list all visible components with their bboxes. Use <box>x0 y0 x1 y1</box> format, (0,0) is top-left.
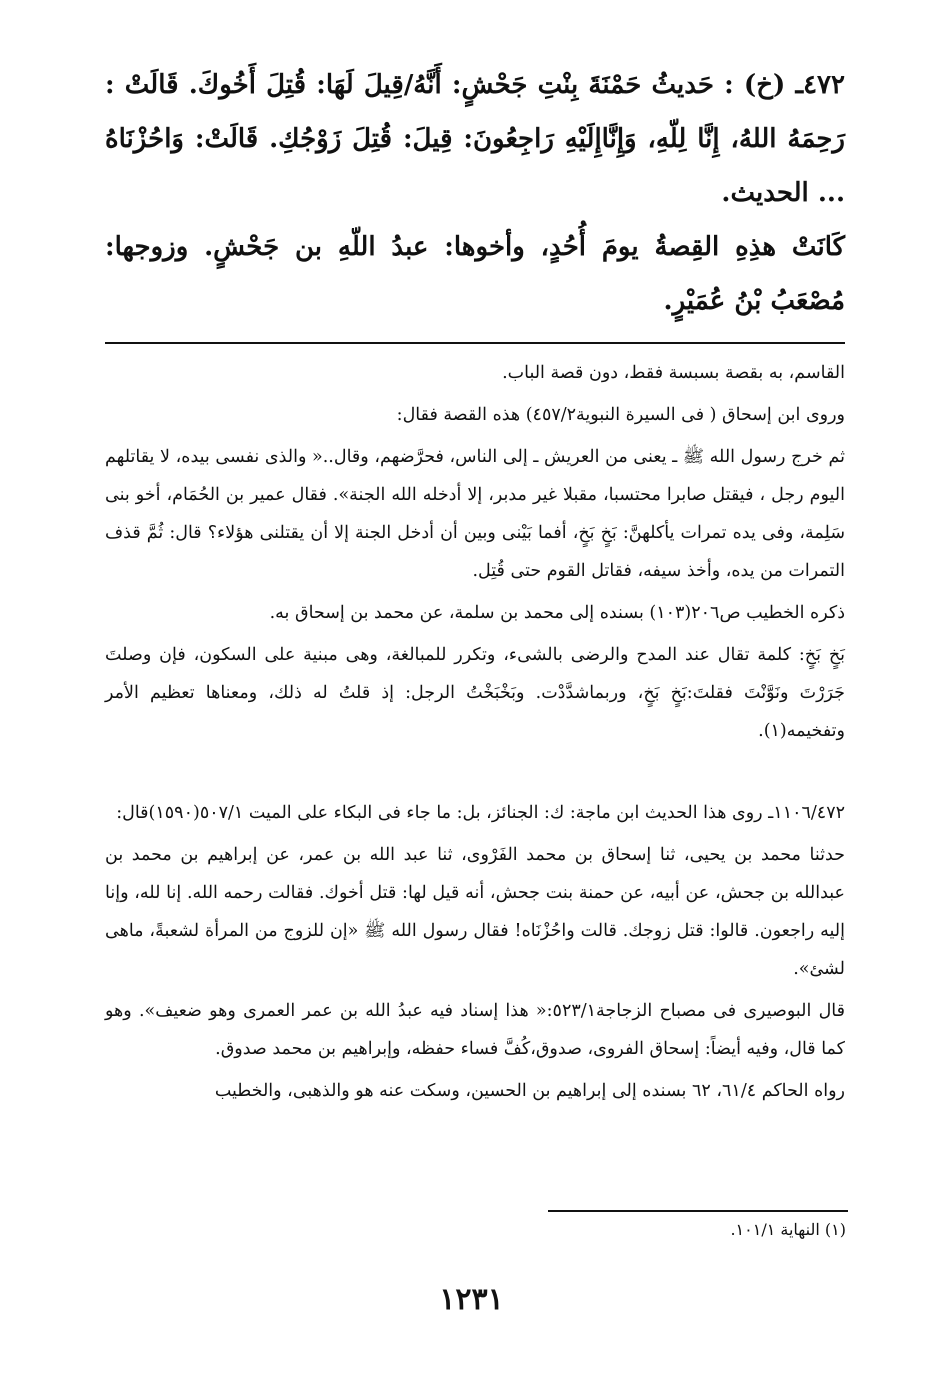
page-body <box>105 58 845 1114</box>
note-paragraph: القاسم، به بقصة بسبسة فقط، دون قصة الباب. <box>502 363 845 383</box>
note-paragraph: ثم خرج رسول الله ﷺ ـ يعنى من العريش ـ إلى الناس، فحرَّضهم، وقال..« والذى نفسى بيده، لا يقاتلهم اليوم رجل ، فيقتل صابرا محتسبا، مقبلا غير مدبر، إلا أدخله الله الجنة». فقال عمير بن الحُمَام، أخو بنى سَلِمة، وفى يده تمرات يأكلهنَّ: بَخٍ بَخٍ، أفما بَيْنى وبين أن أدخل الجنة إلا أن يقتلنى هؤلاء؟ قال: ثُمَّ قذف التمرات من يده، وأخذ سيفه، فقاتل القوم حتى قُتِل. <box>105 447 845 581</box>
hadith-commentary: كَانَتْ هذِهِ القِصةُ يومَ أُحُدٍ، وأخوها: عبدُ اللّهِ بن جَحْشٍ. وزوجها: مُصْعَبُ بْنُ عُمَيْرٍ. <box>105 232 845 316</box>
hadith-text: ٤٧٢ـ (خ) : حَديثُ حَمْنَةَ بِنْتِ جَحْشٍ: أَنَّهُ/قِيلَ لَهَا: قُتِلَ أَخُوكَ. قَالَتْ : رَحِمَهُ اللهُ، إِنَّا لِلّهِ، وَإِنَّاإِلَيْهِ رَاجِعُونَ: قِيلَ: قُتِلَ زَوْجُكِ. قَالَتْ: وَاحُزْنَاهُ ... الحديث. <box>105 70 845 208</box>
footnote: (١) النهاية ١٠١/١. <box>730 1220 846 1239</box>
notes-block <box>105 354 845 1110</box>
section-paragraph: رواه الحاكم ٦١/٤، ٦٢ بسنده إلى إبراهيم بن الحسين، وسكت عنه هو والذهبى، والخطيب <box>214 1081 845 1101</box>
section-divider <box>105 342 845 344</box>
note-paragraph: ذكره الخطيب ص٢٠٦(١٠٣) بسنده إلى محمد بن سلمة، عن محمد بن إسحاق به. <box>269 603 845 623</box>
section-paragraph: حدثنا محمد بن يحيى، ثنا إسحاق بن محمد الفَرْوى، ثنا عبد الله بن عمر، عن إبراهيم بن محمد بن عبدالله بن جحش، عن أبيه، عن حمنة بنت جحش، أنه قيل لها: قتل أخوك. فقالت رحمه الله. إنا لله، وإنا إليه راجعون. قالوا: قتل زوجك. قالت واحُزْنَاه! فقال رسول الله ﷺ «إن للزوج من المرأة لشعبةً، ماهى لشئ». <box>105 845 845 979</box>
footnote-divider <box>548 1210 848 1212</box>
note-paragraph: بَخٍ بَخٍ: كلمة تقال عند المدح والرضى بالشىء، وتكرر للمبالغة، وهى مبنية على السكون، فإن وصلتَ جَرَرْتَ ونَوَّنْتَ فقلتَ:بَخٍ بَخٍ، وربماشدَّدْت. وبَخْبَخْتُ الرجل: إذ قلتُ له ذلك، ومعناها تعظيم الأمر وتفخيمه(١). <box>105 645 845 741</box>
hadith-block <box>105 58 845 328</box>
section-paragraph: قال البوصيرى فى مصباح الزجاجة٥٢٣/١:« هذا إسناد فيه عبدُ الله بن عمر العمرى وهو ضعيف». وهو كما قال، وفيه أيضاً: إسحاق الفروى، صدوق،كُفَّ فساء حفظه، وإبراهيم بن محمد صدوق. <box>105 1001 845 1059</box>
section-heading: ١١٠٦/٤٧٢ـ روى هذا الحديث ابن ماجة: ك: الجنائز، بل: ما جاء فى البكاء على الميت ٥٠٧/١(١٥٩٠)قال: <box>116 803 845 823</box>
note-paragraph: وروى ابن إسحاق ( فى السيرة النبوية٤٥٧/٢) هذه القصة فقال: <box>396 405 845 425</box>
page-number: ١٢٣١ <box>439 1282 504 1317</box>
